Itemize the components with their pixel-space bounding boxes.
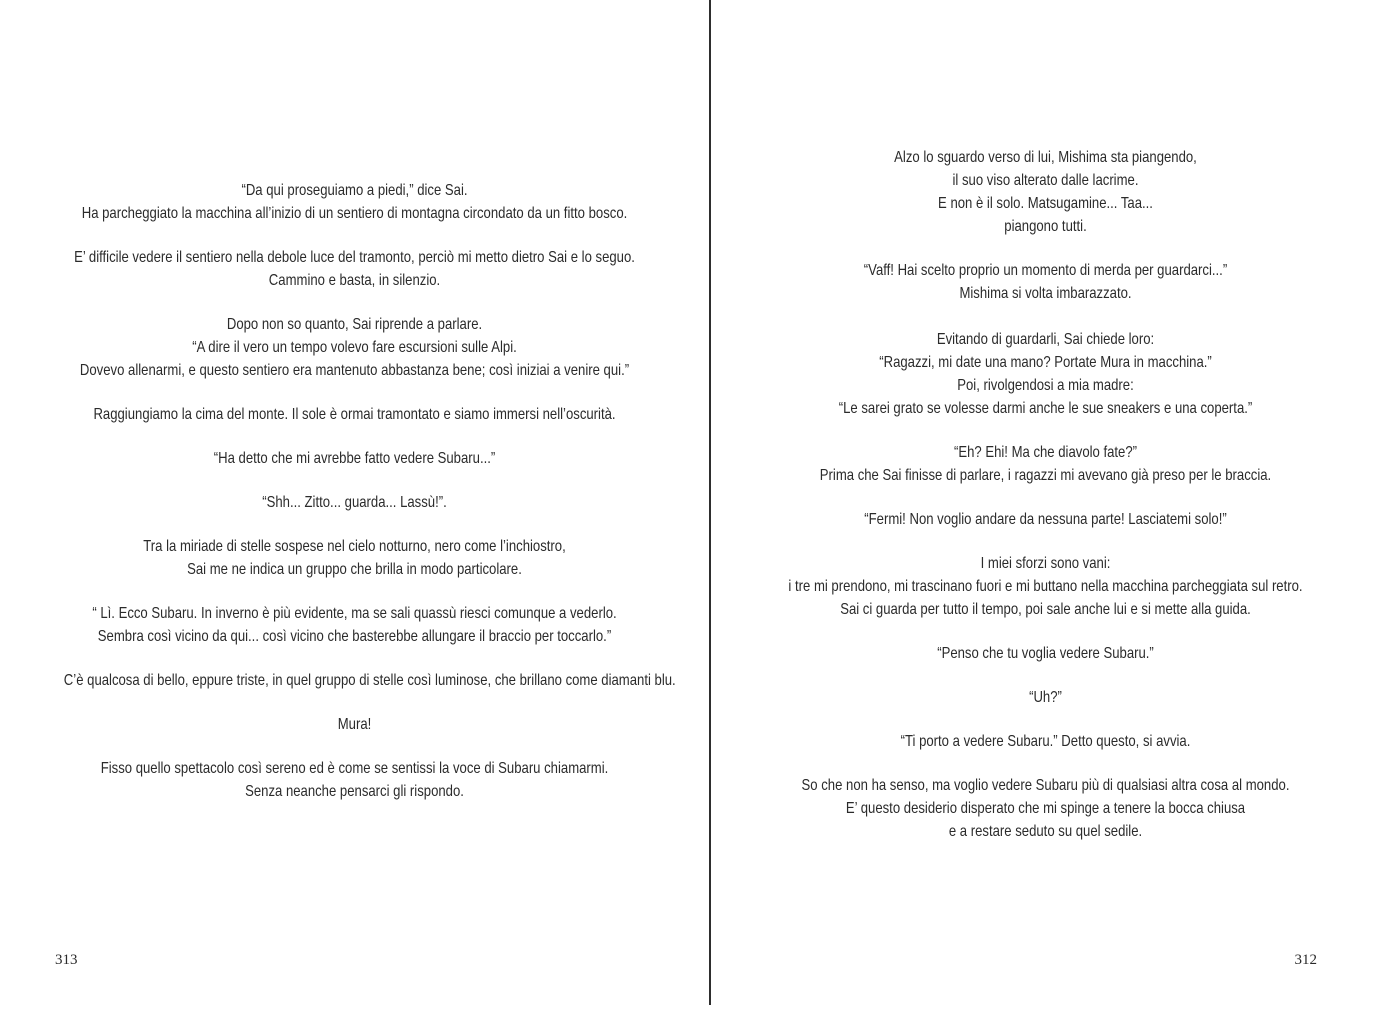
- paragraph: [711, 259, 1380, 305]
- paragraph: [711, 686, 1380, 709]
- page-number-right: 312: [1294, 952, 1317, 968]
- text-line: il suo viso alterato dalle lacrime.: [952, 172, 1139, 189]
- paragraph: [711, 552, 1380, 621]
- paragraph: [0, 313, 709, 382]
- text-line: “Da qui proseguiamo a piedi,” dice Sai.: [241, 182, 468, 199]
- text-line: Raggiungiamo la cima del monte. Il sole è ormai tramontato e siamo immersi nell’oscurità.: [93, 406, 616, 423]
- paragraph: [0, 403, 709, 426]
- text-line: I miei sforzi sono vani:: [980, 555, 1111, 572]
- paragraph: [0, 246, 709, 292]
- paragraph: [711, 441, 1380, 487]
- text-line: Sai me ne indica un gruppo che brilla in modo particolare.: [187, 561, 522, 578]
- text-line: Prima che Sai finisse di parlare, i ragazzi mi avevano già preso per le braccia.: [819, 467, 1272, 484]
- page-right-text: [711, 146, 1380, 864]
- text-line: “Shh... Zitto... guarda... Lassù!”.: [262, 494, 447, 511]
- text-line: Poi, rivolgendosi a mia madre:: [957, 377, 1134, 394]
- text-line: piangono tutti.: [1004, 218, 1087, 235]
- text-line: Fisso quello spettacolo così sereno ed è come se sentissi la voce di Subaru chiamarmi.: [100, 760, 609, 777]
- paragraph: [711, 328, 1380, 420]
- text-line: E’ difficile vedere il sentiero nella debole luce del tramonto, perciò mi metto dietro Sai e lo seguo.: [74, 249, 635, 266]
- text-line: Mishima si volta imbarazzato.: [959, 285, 1132, 302]
- paragraph: [0, 491, 709, 514]
- text-line: “Vaff! Hai scelto proprio un momento di merda per guardarci...”: [863, 262, 1228, 279]
- text-line: Cammino e basta, in silenzio.: [268, 272, 441, 289]
- text-line: “A dire il vero un tempo volevo fare escursioni sulle Alpi.: [192, 339, 517, 356]
- text-line: “Penso che tu voglia vedere Subaru.”: [937, 645, 1154, 662]
- paragraph: [0, 602, 709, 648]
- text-line: Alzo lo sguardo verso di lui, Mishima sta piangendo,: [894, 149, 1197, 166]
- text-line: Sembra così vicino da qui... così vicino che basterebbe allungare il braccio per toccarlo.”: [97, 628, 612, 645]
- text-line: Evitando di guardarli, Sai chiede loro:: [936, 331, 1155, 348]
- text-line: Tra la miriade di stelle sospese nel cielo notturno, nero come l’inchiostro,: [143, 538, 566, 555]
- text-line: Dovevo allenarmi, e questo sentiero era mantenuto abbastanza bene; così iniziai a venire qui.”: [79, 362, 630, 379]
- text-line: “Eh? Ehi! Ma che diavolo fate?”: [953, 444, 1138, 461]
- text-line: “Ti porto a vedere Subaru.” Detto questo, si avvia.: [900, 733, 1191, 750]
- text-line: i tre mi prendono, mi trascinano fuori e mi buttano nella macchina parcheggiata sul retro.: [788, 578, 1303, 595]
- page-left-text: [0, 179, 709, 824]
- text-line: Mura!: [337, 716, 372, 733]
- text-line: “Fermi! Non voglio andare da nessuna parte! Lasciatemi solo!”: [864, 511, 1227, 528]
- text-line: “ Lì. Ecco Subaru. In inverno è più evidente, ma se sali quassù riesci comunque a vederlo.: [92, 605, 617, 622]
- paragraph: [0, 447, 709, 470]
- paragraph: [0, 179, 709, 225]
- page-number-left: 313: [55, 952, 78, 968]
- paragraph: [0, 757, 709, 803]
- text-line: Dopo non so quanto, Sai riprende a parlare.: [226, 316, 483, 333]
- text-line: So che non ha senso, ma voglio vedere Subaru più di qualsiasi altra cosa al mondo.: [801, 777, 1290, 794]
- paragraph: [711, 508, 1380, 531]
- text-line: “Uh?”: [1029, 689, 1062, 706]
- text-line: “Ha detto che mi avrebbe fatto vedere Subaru...”: [213, 450, 496, 467]
- text-line: Senza neanche pensarci gli rispondo.: [245, 783, 464, 800]
- paragraph: [0, 713, 709, 736]
- text-line: e a restare seduto su quel sedile.: [948, 823, 1143, 840]
- text-line: E’ questo desiderio disperato che mi spinge a tenere la bocca chiusa: [845, 800, 1246, 817]
- paragraph: [711, 774, 1380, 843]
- page-right: [711, 0, 1380, 1015]
- paragraph: [711, 146, 1380, 238]
- text-line: C’è qualcosa di bello, eppure triste, in quel gruppo di stelle così luminose, che brillano come diamanti blu.: [63, 672, 676, 689]
- paragraph: [0, 535, 709, 581]
- paragraph: [711, 642, 1380, 665]
- text-line: “Le sarei grato se volesse darmi anche le sue sneakers e una coperta.”: [838, 400, 1253, 417]
- paragraph: [0, 669, 709, 692]
- text-line: E non è il solo. Matsugamine... Taa...: [938, 195, 1153, 212]
- text-line: “Ragazzi, mi date una mano? Portate Mura in macchina.”: [879, 354, 1212, 371]
- paragraph: [711, 730, 1380, 753]
- text-line: Sai ci guarda per tutto il tempo, poi sale anche lui e si mette alla guida.: [840, 601, 1251, 618]
- text-line: Ha parcheggiato la macchina all’inizio di un sentiero di montagna circondato da un fitto bosco.: [81, 205, 628, 222]
